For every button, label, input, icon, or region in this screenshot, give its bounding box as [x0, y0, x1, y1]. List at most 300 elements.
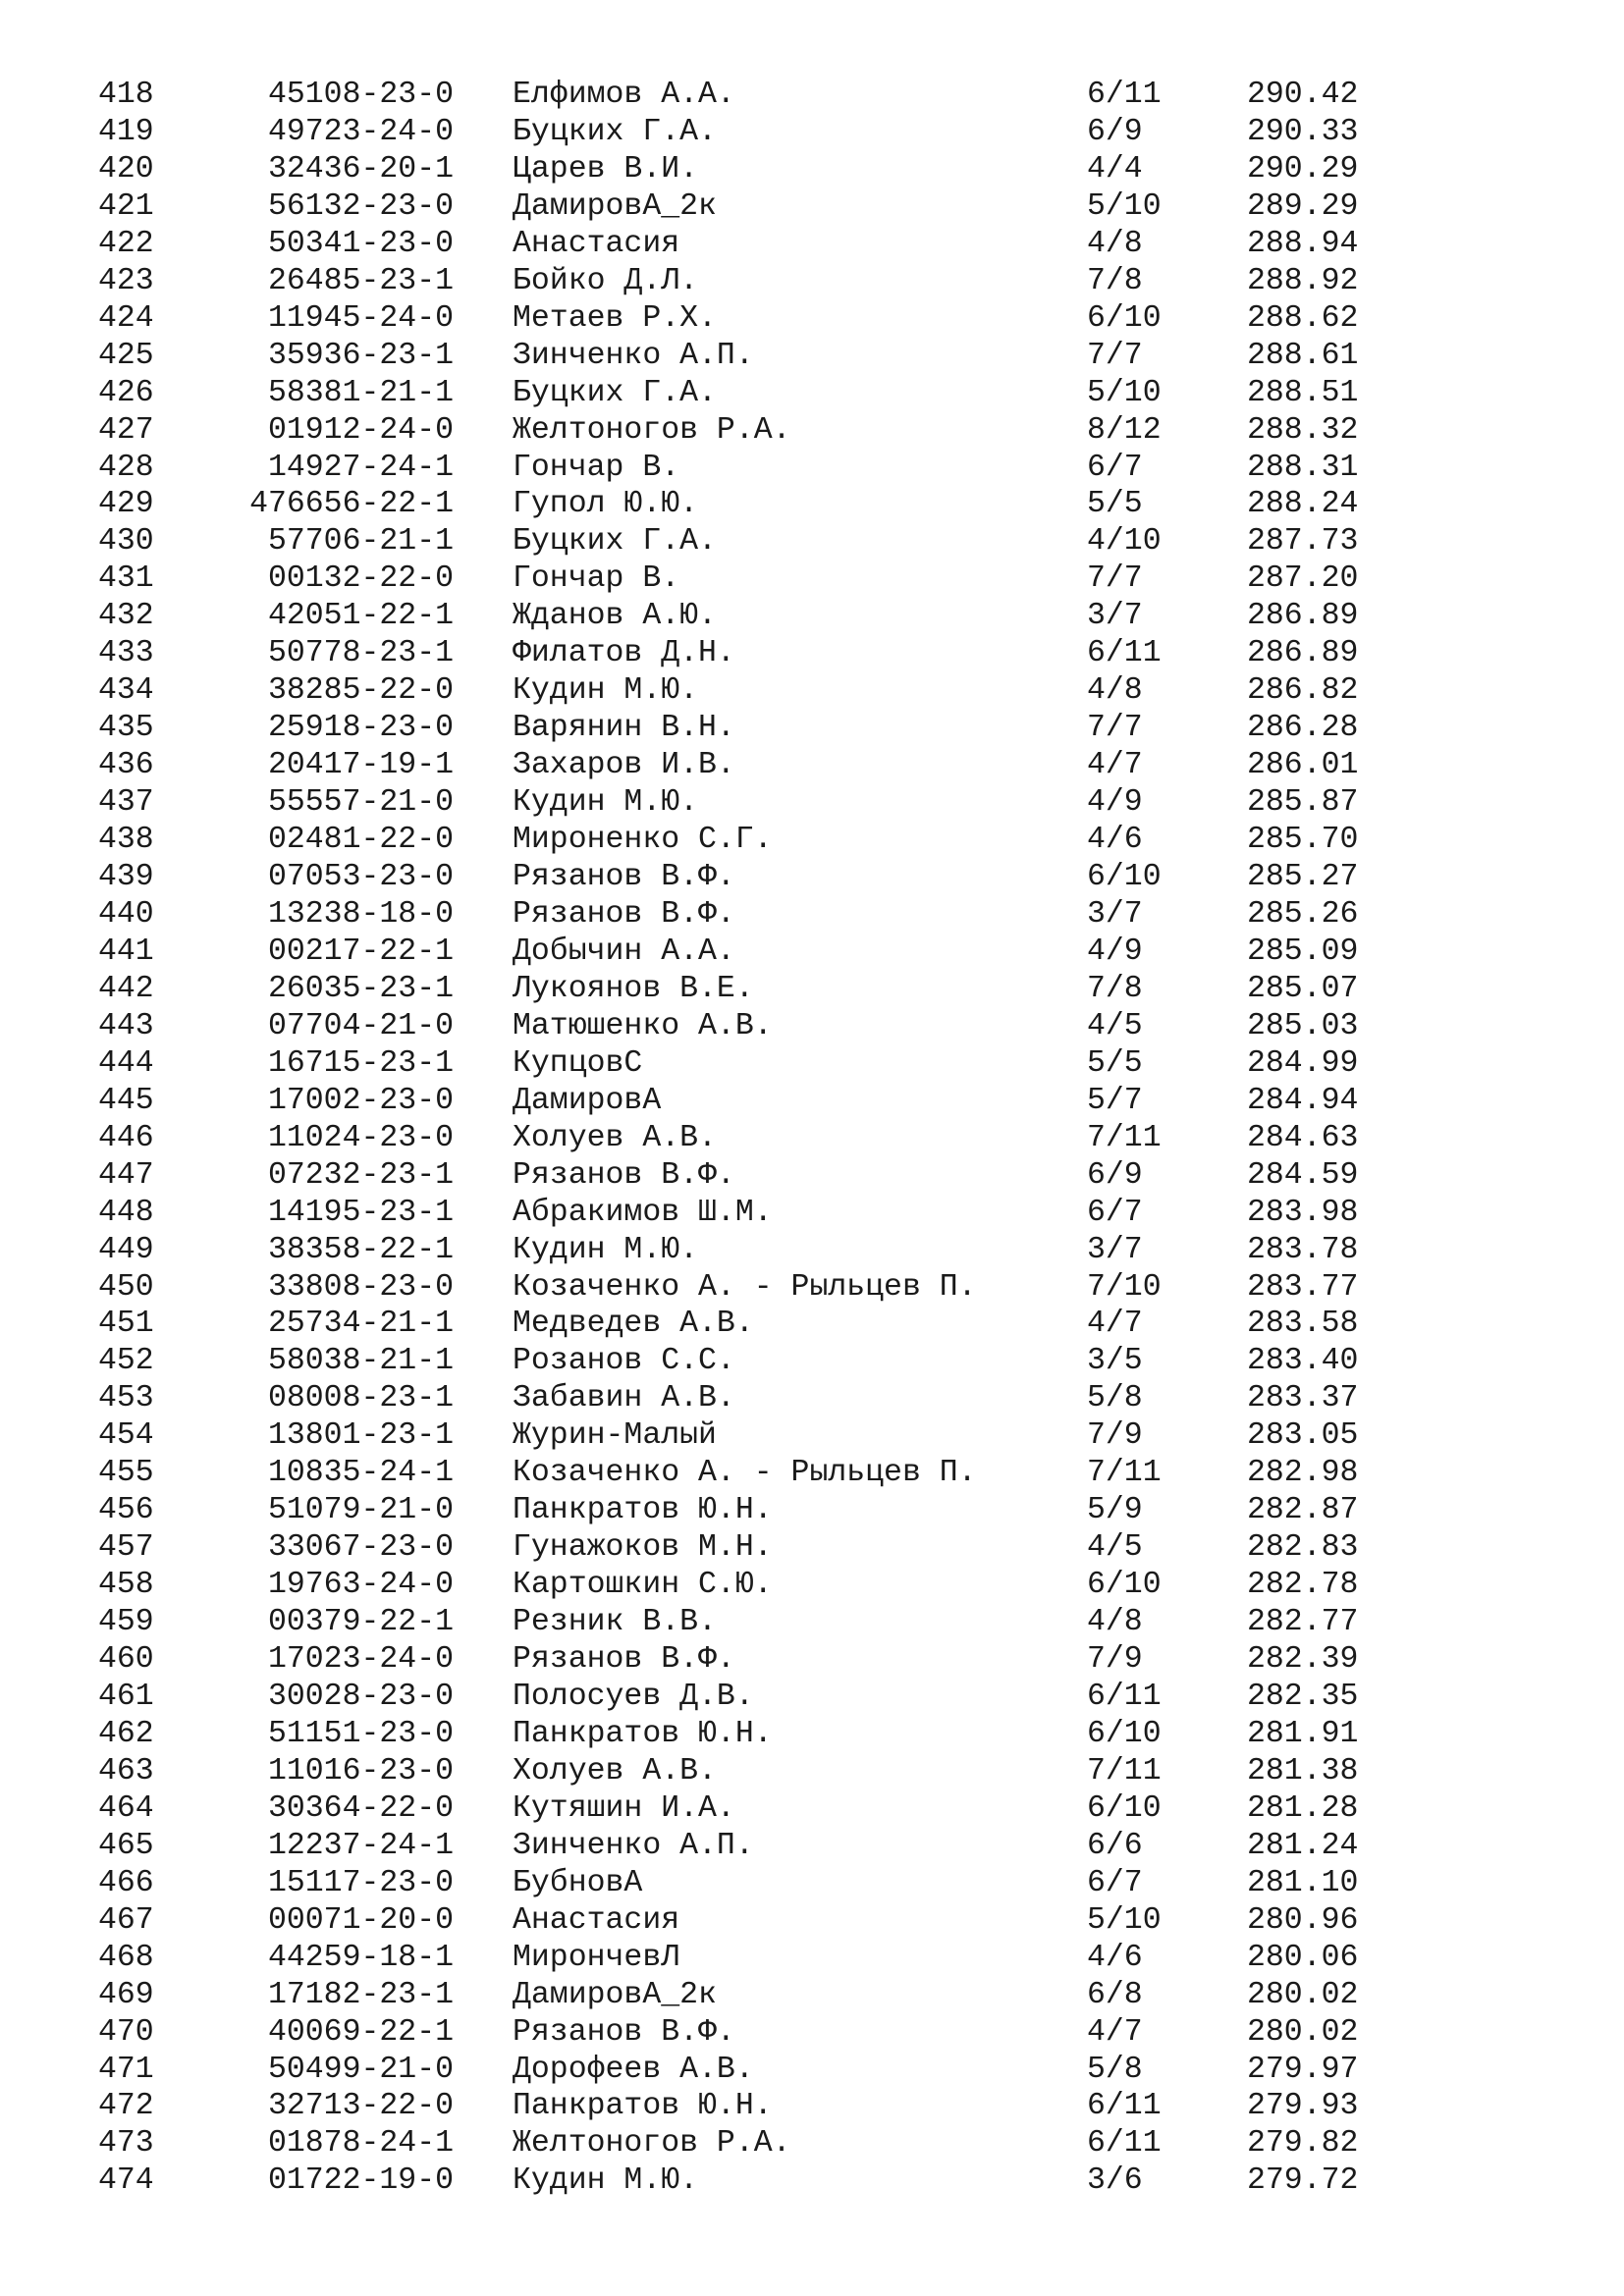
score-value: 288.31: [1247, 450, 1359, 485]
score-value: 279.82: [1247, 2126, 1359, 2162]
record-code: 17182-23-1: [267, 1977, 454, 2012]
table-row: [0, 1120, 1624, 1157]
score-value: 284.63: [1247, 1120, 1359, 1155]
ratio-value: 4/5: [1087, 1530, 1143, 1566]
row-number: 469: [98, 1977, 154, 2012]
table-row: [0, 1417, 1624, 1455]
author-name: Захаров И.В.: [513, 748, 735, 783]
ratio-value: 6/8: [1087, 1977, 1143, 2012]
row-number: 445: [98, 1083, 154, 1118]
score-value: 287.20: [1247, 561, 1359, 597]
record-code: 11945-24-0: [267, 300, 454, 336]
author-name: Гончар В.: [513, 561, 680, 597]
table-row: [0, 1492, 1624, 1529]
score-value: 279.93: [1247, 2089, 1359, 2124]
author-name: Буцких Г.А.: [513, 375, 717, 410]
score-value: 281.38: [1247, 1753, 1359, 1789]
row-number: 456: [98, 1493, 154, 1528]
author-name: Бойко Д.Л.: [513, 263, 699, 298]
table-row: [0, 561, 1624, 598]
row-number: 466: [98, 1865, 154, 1900]
ratio-value: 7/11: [1087, 1120, 1162, 1155]
table-row: [0, 1343, 1624, 1380]
ratio-value: 6/10: [1087, 860, 1162, 895]
table-row: [0, 77, 1624, 114]
author-name: Анастасия: [513, 1902, 680, 1938]
ratio-value: 4/6: [1087, 823, 1143, 858]
record-code: 35936-23-1: [267, 338, 454, 373]
table-row: [0, 1716, 1624, 1753]
table-row: [0, 1828, 1624, 1865]
ratio-value: 3/7: [1087, 599, 1143, 634]
record-code: 38358-22-1: [267, 1232, 454, 1267]
ratio-value: 7/11: [1087, 1753, 1162, 1789]
table-row: [0, 822, 1624, 859]
table-row: [0, 412, 1624, 450]
ratio-value: 6/11: [1087, 1679, 1162, 1714]
record-code: 33808-23-0: [267, 1269, 454, 1305]
row-number: 473: [98, 2126, 154, 2162]
record-code: 44259-18-1: [267, 1940, 454, 1975]
score-value: 290.29: [1247, 151, 1359, 187]
ratio-value: 7/10: [1087, 1269, 1162, 1305]
table-row: [0, 2014, 1624, 2052]
table-row: [0, 2088, 1624, 2125]
ratio-value: 6/10: [1087, 1568, 1162, 1603]
row-number: 433: [98, 636, 154, 671]
ratio-value: 7/8: [1087, 263, 1143, 298]
record-code: 57706-21-1: [267, 524, 454, 560]
row-number: 449: [98, 1232, 154, 1267]
row-number: 451: [98, 1307, 154, 1342]
ratio-value: 6/9: [1087, 1157, 1143, 1193]
ratio-value: 5/10: [1087, 1902, 1162, 1938]
table-row: [0, 710, 1624, 747]
ratio-value: 5/8: [1087, 2052, 1143, 2087]
ratio-value: 3/7: [1087, 896, 1143, 932]
author-name: Панкратов Ю.Н.: [513, 1716, 773, 1751]
table-row: [0, 1195, 1624, 1232]
record-code: 30028-23-0: [267, 1679, 454, 1714]
record-code: 50341-23-0: [267, 226, 454, 261]
score-value: 282.87: [1247, 1493, 1359, 1528]
row-number: 447: [98, 1157, 154, 1193]
author-name: Добычин А.А.: [513, 934, 735, 969]
score-value: 282.78: [1247, 1568, 1359, 1603]
table-row: [0, 486, 1624, 523]
row-number: 474: [98, 2163, 154, 2199]
ratio-value: 6/7: [1087, 1195, 1143, 1230]
record-code: 14195-23-1: [267, 1195, 454, 1230]
record-code: 32436-20-1: [267, 151, 454, 187]
score-value: 286.89: [1247, 636, 1359, 671]
ratio-value: 4/9: [1087, 785, 1143, 821]
score-value: 284.94: [1247, 1083, 1359, 1118]
table-row: [0, 1567, 1624, 1604]
table-row: [0, 672, 1624, 710]
row-number: 422: [98, 226, 154, 261]
author-name: Елфимов А.А.: [513, 78, 735, 112]
record-code: 07232-23-1: [267, 1157, 454, 1193]
ratio-value: 7/8: [1087, 971, 1143, 1006]
author-name: Гончар В.: [513, 450, 680, 485]
row-number: 431: [98, 561, 154, 597]
table-row: [0, 1455, 1624, 1492]
score-value: 280.96: [1247, 1902, 1359, 1938]
record-code: 58381-21-1: [267, 375, 454, 410]
ratio-value: 6/6: [1087, 1828, 1143, 1863]
score-value: 288.62: [1247, 300, 1359, 336]
record-code: 19763-24-0: [267, 1568, 454, 1603]
row-number: 454: [98, 1418, 154, 1454]
table-row: [0, 896, 1624, 934]
record-code: 51079-21-0: [267, 1493, 454, 1528]
row-number: 465: [98, 1828, 154, 1863]
ratio-value: 4/10: [1087, 524, 1162, 560]
ratio-value: 5/8: [1087, 1381, 1143, 1416]
ratio-value: 5/7: [1087, 1083, 1143, 1118]
ratio-value: 3/6: [1087, 2163, 1143, 2199]
record-code: 49723-24-0: [267, 114, 454, 149]
ratio-value: 5/10: [1087, 375, 1162, 410]
row-number: 460: [98, 1642, 154, 1678]
author-name: Кутяшин И.А.: [513, 1790, 735, 1826]
record-code: 14927-24-1: [267, 450, 454, 485]
score-value: 282.39: [1247, 1642, 1359, 1678]
table-row: [0, 1269, 1624, 1307]
score-value: 290.33: [1247, 114, 1359, 149]
author-name: Полосуев Д.В.: [513, 1679, 754, 1714]
author-name: Панкратов Ю.Н.: [513, 2089, 773, 2124]
score-value: 280.02: [1247, 2014, 1359, 2050]
record-code: 50778-23-1: [267, 636, 454, 671]
row-number: 462: [98, 1716, 154, 1751]
row-number: 463: [98, 1753, 154, 1789]
author-name: Журин-Малый: [513, 1418, 717, 1454]
record-code: 56132-23-0: [267, 188, 454, 224]
author-name: МирончевЛ: [513, 1940, 680, 1975]
score-value: 281.10: [1247, 1865, 1359, 1900]
record-code: 08008-23-1: [267, 1381, 454, 1416]
table-row: [0, 934, 1624, 971]
score-value: 284.59: [1247, 1157, 1359, 1193]
score-value: 285.07: [1247, 971, 1359, 1006]
table-row: [0, 114, 1624, 151]
table-row: [0, 2125, 1624, 2163]
table-row: [0, 1529, 1624, 1567]
row-number: 419: [98, 114, 154, 149]
score-value: 283.37: [1247, 1381, 1359, 1416]
ratio-value: 6/7: [1087, 1865, 1143, 1900]
ratio-value: 7/7: [1087, 338, 1143, 373]
author-name: Зинченко А.П.: [513, 338, 754, 373]
score-value: 285.03: [1247, 1008, 1359, 1043]
author-name: Гупол Ю.Ю.: [513, 487, 699, 522]
table-row: [0, 598, 1624, 635]
author-name: Розанов С.С.: [513, 1344, 735, 1379]
ratio-value: 6/7: [1087, 450, 1143, 485]
score-value: 286.89: [1247, 599, 1359, 634]
record-code: 07053-23-0: [267, 860, 454, 895]
row-number: 420: [98, 151, 154, 187]
record-code: 42051-22-1: [267, 599, 454, 634]
author-name: ДамировА_2к: [513, 1977, 717, 2012]
record-code: 26485-23-1: [267, 263, 454, 298]
score-value: 288.32: [1247, 412, 1359, 448]
row-number: 429: [98, 487, 154, 522]
record-code: 45108-23-0: [267, 78, 454, 112]
record-code: 02481-22-0: [267, 823, 454, 858]
score-value: 283.40: [1247, 1344, 1359, 1379]
table-row: [0, 1790, 1624, 1828]
author-name: ДамировА_2к: [513, 188, 717, 224]
author-name: Рязанов В.Ф.: [513, 1642, 735, 1678]
score-value: 285.87: [1247, 785, 1359, 821]
score-value: 283.98: [1247, 1195, 1359, 1230]
author-name: Рязанов В.Ф.: [513, 1157, 735, 1193]
score-value: 281.91: [1247, 1716, 1359, 1751]
record-code: 07704-21-0: [267, 1008, 454, 1043]
record-code: 00071-20-0: [267, 1902, 454, 1938]
row-number: 421: [98, 188, 154, 224]
author-name: Царев В.И.: [513, 151, 699, 187]
author-name: Холуев А.В.: [513, 1753, 717, 1789]
ratio-value: 6/10: [1087, 1790, 1162, 1826]
row-number: 467: [98, 1902, 154, 1938]
row-number: 434: [98, 673, 154, 709]
row-number: 461: [98, 1679, 154, 1714]
ratio-value: 7/11: [1087, 1456, 1162, 1491]
author-name: Рязанов В.Ф.: [513, 896, 735, 932]
table-row: [0, 747, 1624, 784]
author-name: Буцких Г.А.: [513, 114, 717, 149]
row-number: 470: [98, 2014, 154, 2050]
author-name: ДамировА: [513, 1083, 662, 1118]
table-row: [0, 1902, 1624, 1940]
row-number: 446: [98, 1120, 154, 1155]
record-code: 32713-22-0: [267, 2089, 454, 2124]
row-number: 423: [98, 263, 154, 298]
author-name: Буцких Г.А.: [513, 524, 717, 560]
row-number: 427: [98, 412, 154, 448]
score-value: 287.73: [1247, 524, 1359, 560]
score-value: 282.83: [1247, 1530, 1359, 1566]
author-name: Рязанов В.Ф.: [513, 2014, 735, 2050]
row-number: 448: [98, 1195, 154, 1230]
author-name: Желтоногов Р.А.: [513, 412, 791, 448]
row-number: 459: [98, 1605, 154, 1640]
author-name: Кудин М.Ю.: [513, 1232, 699, 1267]
table-row: [0, 1604, 1624, 1641]
record-code: 16715-23-1: [267, 1045, 454, 1081]
ratio-value: 6/11: [1087, 636, 1162, 671]
ratio-value: 5/5: [1087, 1045, 1143, 1081]
record-code: 10835-24-1: [267, 1456, 454, 1491]
score-value: 286.82: [1247, 673, 1359, 709]
author-name: Анастасия: [513, 226, 680, 261]
ratio-value: 7/9: [1087, 1642, 1143, 1678]
table-row: [0, 300, 1624, 338]
author-name: Медведев А.В.: [513, 1307, 754, 1342]
score-value: 286.01: [1247, 748, 1359, 783]
score-value: 290.42: [1247, 78, 1359, 112]
score-value: 285.09: [1247, 934, 1359, 969]
record-code: 13238-18-0: [267, 896, 454, 932]
results-table: [0, 77, 1624, 2200]
ratio-value: 3/5: [1087, 1344, 1143, 1379]
score-value: 283.58: [1247, 1307, 1359, 1342]
table-row: [0, 1977, 1624, 2014]
author-name: Кудин М.Ю.: [513, 2163, 699, 2199]
record-code: 25734-21-1: [267, 1307, 454, 1342]
ratio-value: 4/5: [1087, 1008, 1143, 1043]
record-code: 00379-22-1: [267, 1605, 454, 1640]
author-name: Холуев А.В.: [513, 1120, 717, 1155]
score-value: 283.78: [1247, 1232, 1359, 1267]
table-row: [0, 188, 1624, 226]
table-row: [0, 1865, 1624, 1902]
table-row: [0, 2163, 1624, 2200]
ratio-value: 4/7: [1087, 1307, 1143, 1342]
author-name: КупцовС: [513, 1045, 643, 1081]
row-number: 432: [98, 599, 154, 634]
score-value: 282.98: [1247, 1456, 1359, 1491]
record-code: 38285-22-0: [267, 673, 454, 709]
record-code: 17002-23-0: [267, 1083, 454, 1118]
author-name: Желтоногов Р.А.: [513, 2126, 791, 2162]
table-row: [0, 1157, 1624, 1195]
row-number: 435: [98, 711, 154, 746]
record-code: 01878-24-1: [267, 2126, 454, 2162]
author-name: Козаченко А. - Рыльцев П.: [513, 1269, 977, 1305]
author-name: Кудин М.Ю.: [513, 785, 699, 821]
row-number: 441: [98, 934, 154, 969]
row-number: 439: [98, 860, 154, 895]
ratio-value: 4/4: [1087, 151, 1143, 187]
record-code: 33067-23-0: [267, 1530, 454, 1566]
record-code: 17023-24-0: [267, 1642, 454, 1678]
row-number: 437: [98, 785, 154, 821]
ratio-value: 7/7: [1087, 561, 1143, 597]
record-code: 00217-22-1: [267, 934, 454, 969]
ratio-value: 4/6: [1087, 1940, 1143, 1975]
table-row: [0, 523, 1624, 561]
score-value: 285.70: [1247, 823, 1359, 858]
table-row: [0, 784, 1624, 822]
ratio-value: 5/10: [1087, 188, 1162, 224]
row-number: 436: [98, 748, 154, 783]
author-name: Матюшенко А.В.: [513, 1008, 773, 1043]
score-value: 280.02: [1247, 1977, 1359, 2012]
table-row: [0, 635, 1624, 672]
record-code: 25918-23-0: [267, 711, 454, 746]
score-value: 285.27: [1247, 860, 1359, 895]
record-code: 476656-22-1: [249, 487, 454, 522]
ratio-value: 5/5: [1087, 487, 1143, 522]
table-row: [0, 2052, 1624, 2089]
row-number: 424: [98, 300, 154, 336]
table-row: [0, 1753, 1624, 1790]
author-name: Метаев Р.Х.: [513, 300, 717, 336]
score-value: 286.28: [1247, 711, 1359, 746]
row-number: 464: [98, 1790, 154, 1826]
score-value: 279.97: [1247, 2052, 1359, 2087]
ratio-value: 8/12: [1087, 412, 1162, 448]
author-name: БубновА: [513, 1865, 643, 1900]
author-name: Филатов Д.Н.: [513, 636, 735, 671]
author-name: Зинченко А.П.: [513, 1828, 754, 1863]
record-code: 51151-23-0: [267, 1716, 454, 1751]
table-row: [0, 1641, 1624, 1679]
author-name: Дорофеев А.В.: [513, 2052, 754, 2087]
score-value: 281.24: [1247, 1828, 1359, 1863]
row-number: 472: [98, 2089, 154, 2124]
author-name: Резник В.В.: [513, 1605, 717, 1640]
record-code: 11016-23-0: [267, 1753, 454, 1789]
row-number: 471: [98, 2052, 154, 2087]
ratio-value: 4/9: [1087, 934, 1143, 969]
author-name: Картошкин С.Ю.: [513, 1568, 773, 1603]
row-number: 430: [98, 524, 154, 560]
ratio-value: 4/8: [1087, 1605, 1143, 1640]
row-number: 440: [98, 896, 154, 932]
record-code: 00132-22-0: [267, 561, 454, 597]
table-row: [0, 1232, 1624, 1269]
row-number: 426: [98, 375, 154, 410]
table-row: [0, 226, 1624, 263]
ratio-value: 4/7: [1087, 2014, 1143, 2050]
score-value: 282.35: [1247, 1679, 1359, 1714]
author-name: Панкратов Ю.Н.: [513, 1493, 773, 1528]
ratio-value: 6/11: [1087, 2126, 1162, 2162]
ratio-value: 4/7: [1087, 748, 1143, 783]
score-value: 281.28: [1247, 1790, 1359, 1826]
ratio-value: 4/8: [1087, 673, 1143, 709]
ratio-value: 6/11: [1087, 78, 1162, 112]
row-number: 418: [98, 78, 154, 112]
author-name: Козаченко А. - Рыльцев П.: [513, 1456, 977, 1491]
score-value: 288.24: [1247, 487, 1359, 522]
table-row: [0, 450, 1624, 487]
score-value: 279.72: [1247, 2163, 1359, 2199]
record-code: 50499-21-0: [267, 2052, 454, 2087]
row-number: 452: [98, 1344, 154, 1379]
row-number: 453: [98, 1381, 154, 1416]
ratio-value: 6/10: [1087, 300, 1162, 336]
table-row: [0, 1008, 1624, 1045]
record-code: 58038-21-1: [267, 1344, 454, 1379]
row-number: 458: [98, 1568, 154, 1603]
row-number: 425: [98, 338, 154, 373]
score-value: 284.99: [1247, 1045, 1359, 1081]
score-value: 288.51: [1247, 375, 1359, 410]
table-row: [0, 859, 1624, 896]
table-row: [0, 151, 1624, 188]
author-name: Варянин В.Н.: [513, 711, 735, 746]
score-value: 283.77: [1247, 1269, 1359, 1305]
author-name: Мироненко С.Г.: [513, 823, 773, 858]
table-row: [0, 1380, 1624, 1417]
score-value: 288.94: [1247, 226, 1359, 261]
record-code: 15117-23-0: [267, 1865, 454, 1900]
ratio-value: 7/7: [1087, 711, 1143, 746]
score-value: 289.29: [1247, 188, 1359, 224]
table-row: [0, 971, 1624, 1008]
record-code: 01722-19-0: [267, 2163, 454, 2199]
table-row: [0, 1083, 1624, 1120]
table-row: [0, 1679, 1624, 1716]
table-row: [0, 338, 1624, 375]
